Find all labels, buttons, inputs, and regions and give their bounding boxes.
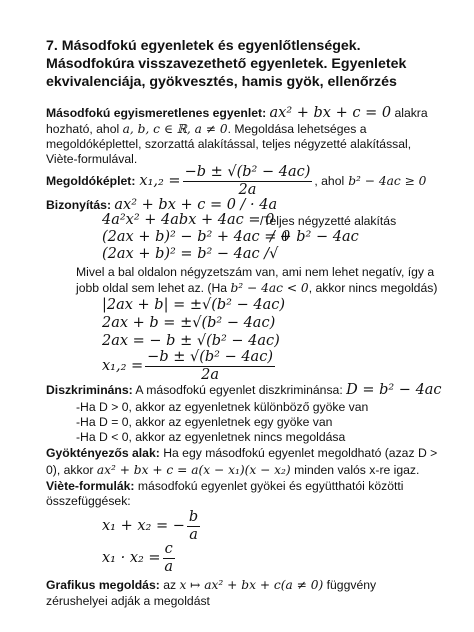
intro-line-2: [46, 122, 367, 137]
formula-label: Megoldóképlet:: [46, 174, 136, 188]
discriminant-line: [46, 383, 442, 398]
graphic-label: Grafikus megoldás:: [46, 578, 160, 592]
factor-line-2-text: 0), akkor: [46, 463, 94, 477]
viete-sum-fraction: [187, 510, 200, 543]
discriminant-case-2: -Ha D = 0, akkor az egyenletnek egy gyöke van: [76, 415, 333, 429]
discriminant-label: Diszkrimináns:: [46, 383, 133, 397]
proof-note-math: b² − 4ac < 0: [230, 281, 309, 295]
viete-sum-numerator: b: [188, 509, 199, 525]
title-line-3: ekvivalenciája, gyökvesztés, hamis gyök, ellenőrzés: [46, 74, 397, 90]
intro-tail: alakra: [394, 106, 428, 120]
discriminant-text: A másodfokú egyenlet diszkriminánsa:: [135, 383, 343, 397]
intro-label: Másodfokú egyismeretlenes egyenlet:: [46, 106, 267, 120]
proof-step-2-note: /Teljes négyzetté alakítás: [260, 214, 397, 228]
intro-vars: a, b, c ∈ ℝ, a ≠ 0: [122, 122, 228, 136]
proof-step-6: 2ax + b = ±√(b² − 4ac): [102, 315, 276, 331]
intro-line-2-tail: . Megoldása lehetséges a: [227, 122, 367, 136]
proof-note-text: jobb oldal sem lehet az. (Ha: [76, 281, 228, 295]
viete-line-1: [46, 479, 403, 494]
formula-numerator: −b ± √(b² − 4ac): [184, 164, 311, 180]
proof-line-1: [46, 198, 277, 213]
proof-step-8: [102, 350, 277, 383]
discriminant-case-3: -Ha D < 0, akkor az egyenletnek nincs megoldása: [76, 430, 346, 444]
viete-text: másodfokú egyenlet gyökei és együtthatói közötti: [137, 479, 404, 493]
viete-product-fraction: [163, 542, 175, 575]
intro-line-1: [46, 106, 428, 121]
factor-formula: ax² + bx + c = a(x − x₁)(x − x₂): [96, 463, 291, 477]
intro-line-2-text: hozható, ahol: [46, 122, 120, 136]
viete-product-denominator: a: [164, 559, 173, 575]
intro-equation: ax² + bx + c = 0: [269, 105, 392, 121]
proof-step-1: ax² + bx + c = 0 / · 4a: [114, 197, 278, 213]
proof-note-tail: , akkor nincs megoldás): [308, 281, 438, 295]
formula-denominator: 2a: [238, 182, 257, 198]
title-line-1: 7. Másodfokú egyenletek és egyenlőtlenségek.: [46, 38, 361, 54]
viete-product: [102, 542, 177, 575]
intro-line-4: Viète-formulával.: [46, 152, 138, 166]
viete-sum: [102, 510, 202, 543]
graphic-text: az: [163, 578, 177, 592]
discriminant-formula: D = b² − 4ac: [346, 382, 442, 398]
proof-step-8-denominator: 2a: [201, 367, 220, 383]
proof-step-5: |2ax + b| = ±√(b² − 4ac): [102, 297, 285, 313]
intro-line-3: megoldóképlettel, szorzattá alakítással, teljes négyzetté alakítással,: [46, 137, 412, 151]
viete-line-2: összefüggések:: [46, 494, 131, 508]
formula-line: [46, 165, 426, 198]
graphic-tail: függvény: [326, 578, 377, 592]
formula-fraction: [183, 165, 313, 198]
viete-product-lhs: x₁ · x₂ =: [102, 550, 161, 566]
discriminant-case-1: -Ha D > 0, akkor az egyenletnek különböző gyöke van: [76, 400, 369, 414]
proof-label: Bizonyítás:: [46, 198, 112, 212]
graphic-line-1: [46, 578, 376, 593]
proof-step-8-lhs: x₁,₂ =: [102, 358, 144, 374]
formula-lhs: x₁,₂ =: [139, 173, 181, 189]
proof-step-8-numerator: −b ± √(b² − 4ac): [147, 349, 273, 365]
viete-sum-lhs: x₁ + x₂ = −: [102, 518, 185, 534]
graphic-line-2: zérushelyei adják a megoldást: [46, 594, 210, 608]
proof-note-line-1: Mivel a bal oldalon négyzetszám van, ami nem lehet negatív, így a: [76, 265, 435, 279]
factor-label: Gyöktényezős alak:: [46, 446, 160, 460]
formula-condition-text: , ahol: [314, 174, 345, 188]
proof-step-7: 2ax = − b ± √(b² − 4ac): [102, 333, 280, 349]
viete-product-numerator: c: [164, 541, 173, 557]
viete-sum-denominator: a: [189, 527, 198, 543]
factor-text: Ha egy másodfokú egyenlet megoldható (azaz D >: [163, 446, 438, 460]
title-line-2: Másodfokúra visszavezethető egyenletek. Egyenletek: [46, 56, 407, 72]
factor-line-1: [46, 446, 437, 461]
viete-label: Viète-formulák:: [46, 479, 135, 493]
factor-line-2-tail: minden valós x-re igaz.: [294, 463, 420, 477]
proof-step-3-note: / + b² − 4ac: [270, 229, 359, 245]
graphic-formula: x ↦ ax² + bx + c(a ≠ 0): [179, 578, 324, 592]
proof-step-8-fraction: [145, 350, 275, 383]
proof-step-2: 4a²x² + 4abx + 4ac = 0: [102, 212, 275, 228]
formula-condition: b² − 4ac ≥ 0: [348, 174, 427, 188]
proof-step-3: (2ax + b)² − b² + 4ac = 0: [102, 229, 291, 245]
factor-line-2: [46, 463, 419, 478]
proof-note-line-2: [76, 281, 437, 296]
proof-step-4: (2ax + b)² = b² − 4ac /√: [102, 246, 279, 262]
